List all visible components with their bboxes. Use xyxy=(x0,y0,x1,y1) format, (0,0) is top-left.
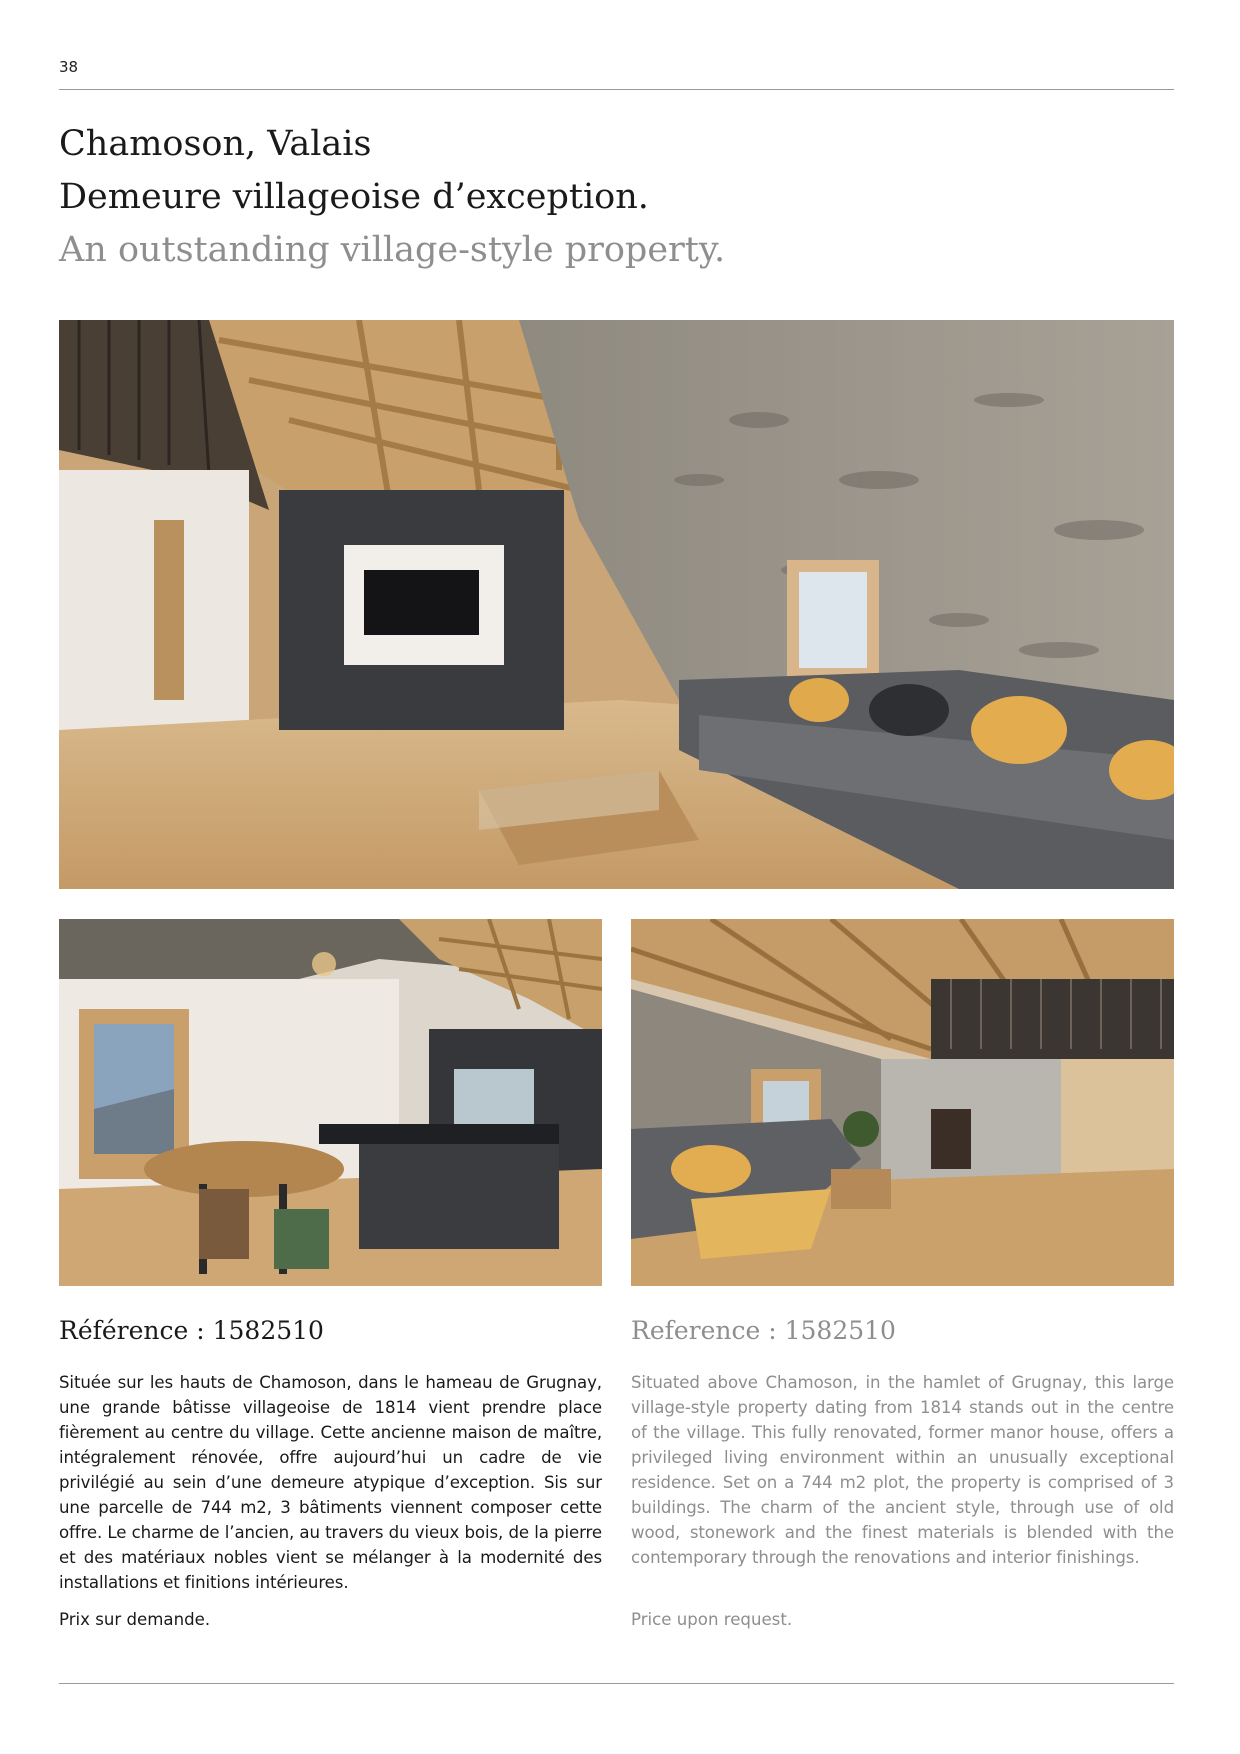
title-french: Demeure villageoise d’exception. xyxy=(59,177,649,217)
living-area-photo xyxy=(631,919,1174,1286)
description-english: Situated above Chamoson, in the hamlet of Grugnay, this large village-style property dating from 1814 stands out in the centre of the village. This fully renovated, former manor house, offers a privileged living environment within an unusually exceptional residence. Set on a 744 m2 plot, the property is comprised of 3 buildings. The charm of the ancient style, through use of old wood, stonework and the finest materials is blended with the contemporary through the renovations and interior finishings. xyxy=(631,1373,1174,1567)
page-title xyxy=(59,118,1174,277)
title-location: Chamoson, Valais xyxy=(59,124,372,164)
title-english: An outstanding village-style property. xyxy=(59,230,726,270)
main-living-room-photo xyxy=(59,320,1174,889)
kitchen-dining-photo xyxy=(59,919,602,1286)
page-number: 38 xyxy=(59,58,79,76)
price-french: Prix sur demande. xyxy=(59,1610,211,1629)
description-french: Située sur les hauts de Chamoson, dans le hameau de Grugnay, une grande bâtisse villageoise de 1814 vient prendre place fièrement au centre du village. Cette ancienne maison de maître, intégralement rénovée, offre aujourd’hui un cadre de vie privilégié au sein d’une demeure atypique d’exception. Sis sur une parcelle de 744 m2, 3 bâtiments viennent composer cette offre. Le charme de l’ancien, au travers du vieux bois, de la pierre et des matériaux nobles vient se mélanger à la modernité des installations et finitions intérieures. xyxy=(59,1373,602,1592)
price-english: Price upon request. xyxy=(631,1610,793,1629)
reference-french: Référence : 1582510 xyxy=(59,1316,324,1345)
top-divider xyxy=(59,89,1174,90)
bottom-divider xyxy=(59,1683,1174,1684)
reference-english: Reference : 1582510 xyxy=(631,1316,896,1345)
